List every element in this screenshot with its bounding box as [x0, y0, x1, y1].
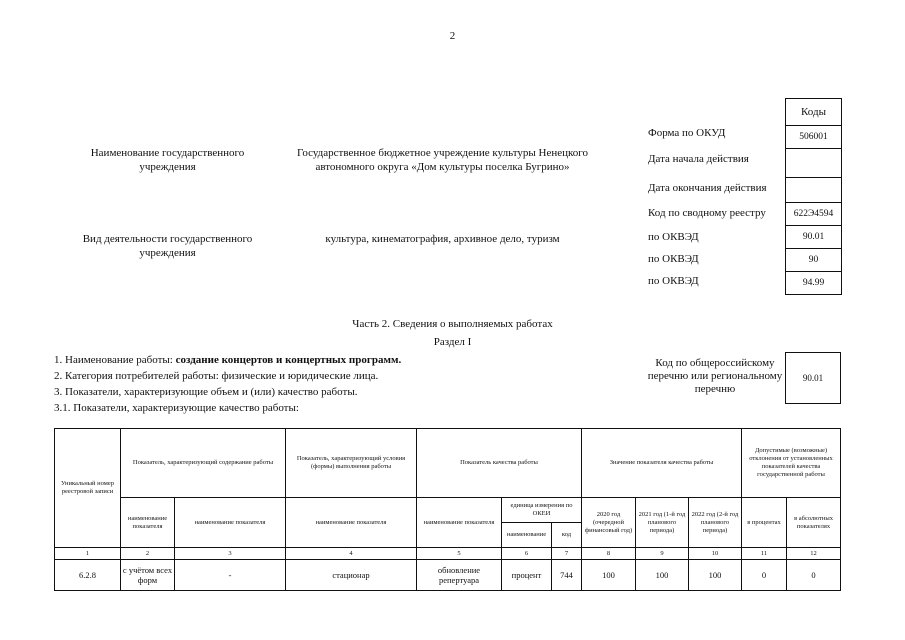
column-number: 12	[787, 548, 841, 560]
cell-unique-number: 6.2.8	[55, 560, 121, 591]
header-year-2022: 2022 год (2-й год планового периода)	[689, 498, 742, 548]
okud-label: Форма по ОКУД	[648, 127, 726, 139]
registry-label: Код по общероссийскому перечню или региональному перечню	[647, 357, 783, 395]
header-values: Значение показателя качества работы	[582, 429, 742, 498]
header-okei-code: код	[552, 523, 582, 548]
registry-code-label: Код по сводному реестру	[648, 207, 766, 219]
activity-label: Вид деятельности государственного учреждения	[82, 233, 253, 259]
header-year-2021: 2021 год (1-й год планового периода)	[636, 498, 689, 548]
header-conditions: Показатель, характеризующий условия (формы) выполнения работы	[286, 429, 417, 498]
activity-value: культура, кинематография, архивное дело, туризм	[325, 233, 560, 245]
quality-table	[54, 428, 841, 591]
header-deviation: Допустимые (возможные) отклонения от установленных показателей качества государственной работы	[742, 429, 841, 498]
column-number: 11	[742, 548, 787, 560]
column-number: 5	[417, 548, 502, 560]
okved-value-1: 90.01	[786, 225, 841, 248]
section-title: Раздел I	[433, 336, 472, 348]
column-number: 8	[582, 548, 636, 560]
work-name-prefix: 1. Наименование работы:	[54, 354, 176, 366]
cell-okei-name: процент	[502, 560, 552, 591]
part-title: Часть 2. Сведения о выполняемых работах	[352, 318, 553, 330]
header-indicator-name: наименование показателя	[121, 498, 175, 548]
header-content: Показатель, характеризующий содержание работы	[121, 429, 286, 498]
column-number: 2	[121, 548, 175, 560]
institution-label: Наименование государственного учреждения	[90, 147, 245, 173]
okved-label-2: по ОКВЭД	[648, 253, 699, 265]
column-numbers-row	[55, 548, 841, 560]
okved-value-3: 94.99	[786, 271, 841, 294]
column-number: 9	[636, 548, 689, 560]
cell-value-2022: 100	[689, 560, 742, 591]
indicators-heading: 3. Показатели, характеризующие объем и (или) качество работы.	[54, 386, 358, 398]
end-date-value	[786, 177, 841, 202]
cell-value-2021: 100	[636, 560, 689, 591]
header-absolute: в абсолютных показателях	[787, 498, 841, 548]
codes-box	[785, 98, 842, 295]
registry-code-box: 90.01	[785, 352, 841, 404]
header-percent: в процентах	[742, 498, 787, 548]
okved-label-3: по ОКВЭД	[648, 275, 699, 287]
column-number: 7	[552, 548, 582, 560]
cell-content-1: с учётом всех форм	[121, 560, 175, 591]
okved-label-1: по ОКВЭД	[648, 231, 699, 243]
start-date-value	[786, 148, 841, 177]
work-name-line	[54, 353, 401, 368]
column-number: 3	[175, 548, 286, 560]
cell-value-2020: 100	[582, 560, 636, 591]
cell-deviation-absolute: 0	[787, 560, 841, 591]
table-row	[55, 560, 841, 591]
cell-deviation-percent: 0	[742, 560, 787, 591]
work-name-value: создание концертов и концертных программ.	[175, 354, 402, 366]
cell-quality-name: обновление репертуара	[417, 560, 502, 591]
cell-conditions: стационар	[286, 560, 417, 591]
header-okei: единица измерения по ОКЕИ	[502, 498, 582, 523]
codes-heading: Коды	[801, 106, 826, 118]
cell-okei-code: 744	[552, 560, 582, 591]
header-indicator-name: наименование показателя	[286, 498, 417, 548]
header-okei-name: наименование	[502, 523, 552, 548]
end-date-label: Дата окончания действия	[648, 182, 767, 194]
column-number: 10	[689, 548, 742, 560]
okud-value: 506001	[786, 125, 841, 148]
start-date-label: Дата начала действия	[648, 153, 749, 165]
header-indicator-name: наименование показателя	[175, 498, 286, 548]
header-year-2020: 2020 год (очередной финансовый год)	[582, 498, 636, 548]
institution-name: Государственное бюджетное учреждение культуры Ненецкого автономного округа «Дом культуры поселка Бугрино»	[296, 147, 589, 173]
consumer-category: 2. Категория потребителей работы: физические и юридические лица.	[54, 370, 379, 382]
registry-code-value: 622Э4594	[786, 202, 841, 225]
column-number: 4	[286, 548, 417, 560]
cell-content-2: -	[175, 560, 286, 591]
column-number: 6	[502, 548, 552, 560]
header-quality: Показатель качества работы	[417, 429, 582, 498]
page-number: 2	[449, 30, 456, 42]
column-number: 1	[55, 548, 121, 560]
okved-value-2: 90	[786, 248, 841, 271]
header-unique-number: Уникальный номер реестровой записи	[55, 429, 121, 548]
header-indicator-name: наименование показателя	[417, 498, 502, 548]
quality-indicators-heading: 3.1. Показатели, характеризующие качество работы:	[54, 402, 299, 414]
